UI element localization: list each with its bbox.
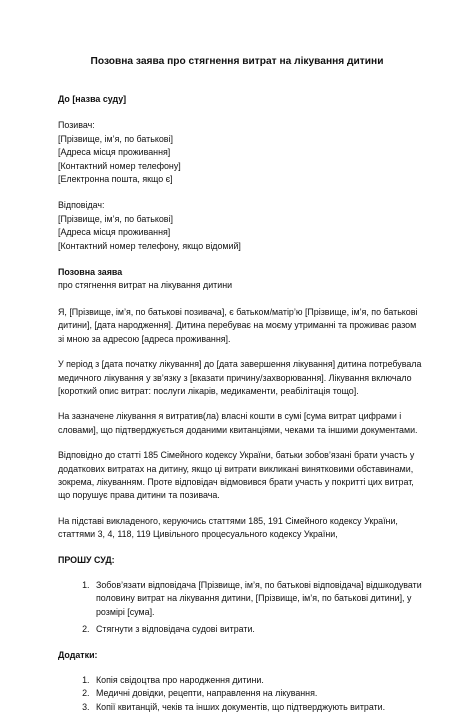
defendant-block [58,199,416,253]
paragraph-line: додаткових витратах на дитину, якщо ці витрати викликані винятковими обставинами, [58,463,414,474]
request-item-line: 2. Стягнути з відповідача судові витрати. [96,624,255,635]
plaintiff-phone: [Контактний номер телефону] [58,160,181,171]
paragraph-line: У період з [дата початку лікування] до [дата завершення лікування] дитина потребувала [58,359,422,370]
paragraph-expenses [58,410,416,437]
paragraph-statutes [58,515,416,542]
request-item-line: 1. Зобов’язати відповідача [Прізвище, ім’я, по батькові відповідача] відшкодувати [96,579,422,590]
paragraph-line: словами], що підтверджується доданими квитанціями, чеками та іншими документами. [58,424,418,435]
plaintiff-name: [Прізвище, ім’я, по батькові] [58,133,173,144]
document-title: Позовна заява про стягнення витрат на лікування дитини [90,56,384,67]
plaintiff-email: [Електронна пошта, якщо є] [58,174,173,185]
court-name: До [назва суду] [58,94,127,104]
paragraph-line: медичного лікування у зв’язку з [вказати причину/захворювання]. Лікування включало [58,372,412,383]
plaintiff-address: [Адреса місця проживання] [58,147,171,158]
paragraph-parent-info [58,306,416,346]
plaintiff-label: Позивач: [58,120,95,131]
paragraph-line: дитини], [дата народження]. Дитина перебуває на моєму утриманні та проживає разом [58,320,417,331]
defendant-address: [Адреса місця проживання] [58,227,171,238]
claim-subheading: про стягнення витрат на лікування дитини [58,280,233,291]
paragraph-line: На підставі викладеного, керуючись статтями 185, 191 Сімейного кодексу України, [58,515,398,526]
paragraph-legal-basis [58,449,416,503]
attachments-list [58,674,416,714]
request-item-line: половину витрат на лікування дитини, [Прізвище, ім’я, по батькові дитини], у [96,593,412,604]
paragraph-line: статтями 3, 4, 118, 119 Цивільного процесуального кодексу України, [58,529,338,540]
defendant-label: Відповідач: [58,200,105,211]
paragraph-line: зокрема, лікуванням. Проте відповідач відмовився брати участь у покритті цих витрат, [58,476,414,487]
paragraph-line: [короткий опис витрат: послуги лікарів, медикаменти, реабілітація тощо]. [58,385,359,396]
paragraph-line: Відповідно до статті 185 Сімейного кодексу України, батьки зобов’язані брати участь у [58,450,415,461]
claim-heading-block [58,266,416,293]
paragraph-treatment [58,358,422,398]
defendant-name: [Прізвище, ім’я, по батькові] [58,213,173,224]
paragraph-line: зі мною за адресою [адреса проживання]. [58,333,231,344]
attachments-heading: Додатки: [58,649,98,660]
defendant-phone: [Контактний номер телефону, якщо відомий] [58,240,241,251]
attachment-item: 1. Копія свідоцтва про народження дитини. [92,674,416,687]
paragraph-line: що порушує права дитини та позивача. [58,490,220,501]
request-item-line: розмірі [сума]. [96,606,155,617]
plaintiff-block [58,119,416,186]
paragraph-line: На зазначене лікування я витратив(ла) власні кошти в сумі [сума витрат цифрами і [58,411,402,422]
paragraph-line: Я, [Прізвище, ім’я, по батькові позивача], є батьком/матір’ю [Прізвище, ім’я, по батькові [58,306,418,317]
claim-heading: Позовна заява [58,267,123,278]
attachment-item: 3. Копії квитанцій, чеків та інших документів, що підтверджують витрати. [92,701,416,714]
attachment-item: 2. Медичні довідки, рецепти, направлення на лікування. [92,687,416,700]
request-item [92,623,416,636]
request-item [92,579,422,619]
request-heading: ПРОШУ СУД: [58,554,115,565]
request-list [58,579,422,637]
